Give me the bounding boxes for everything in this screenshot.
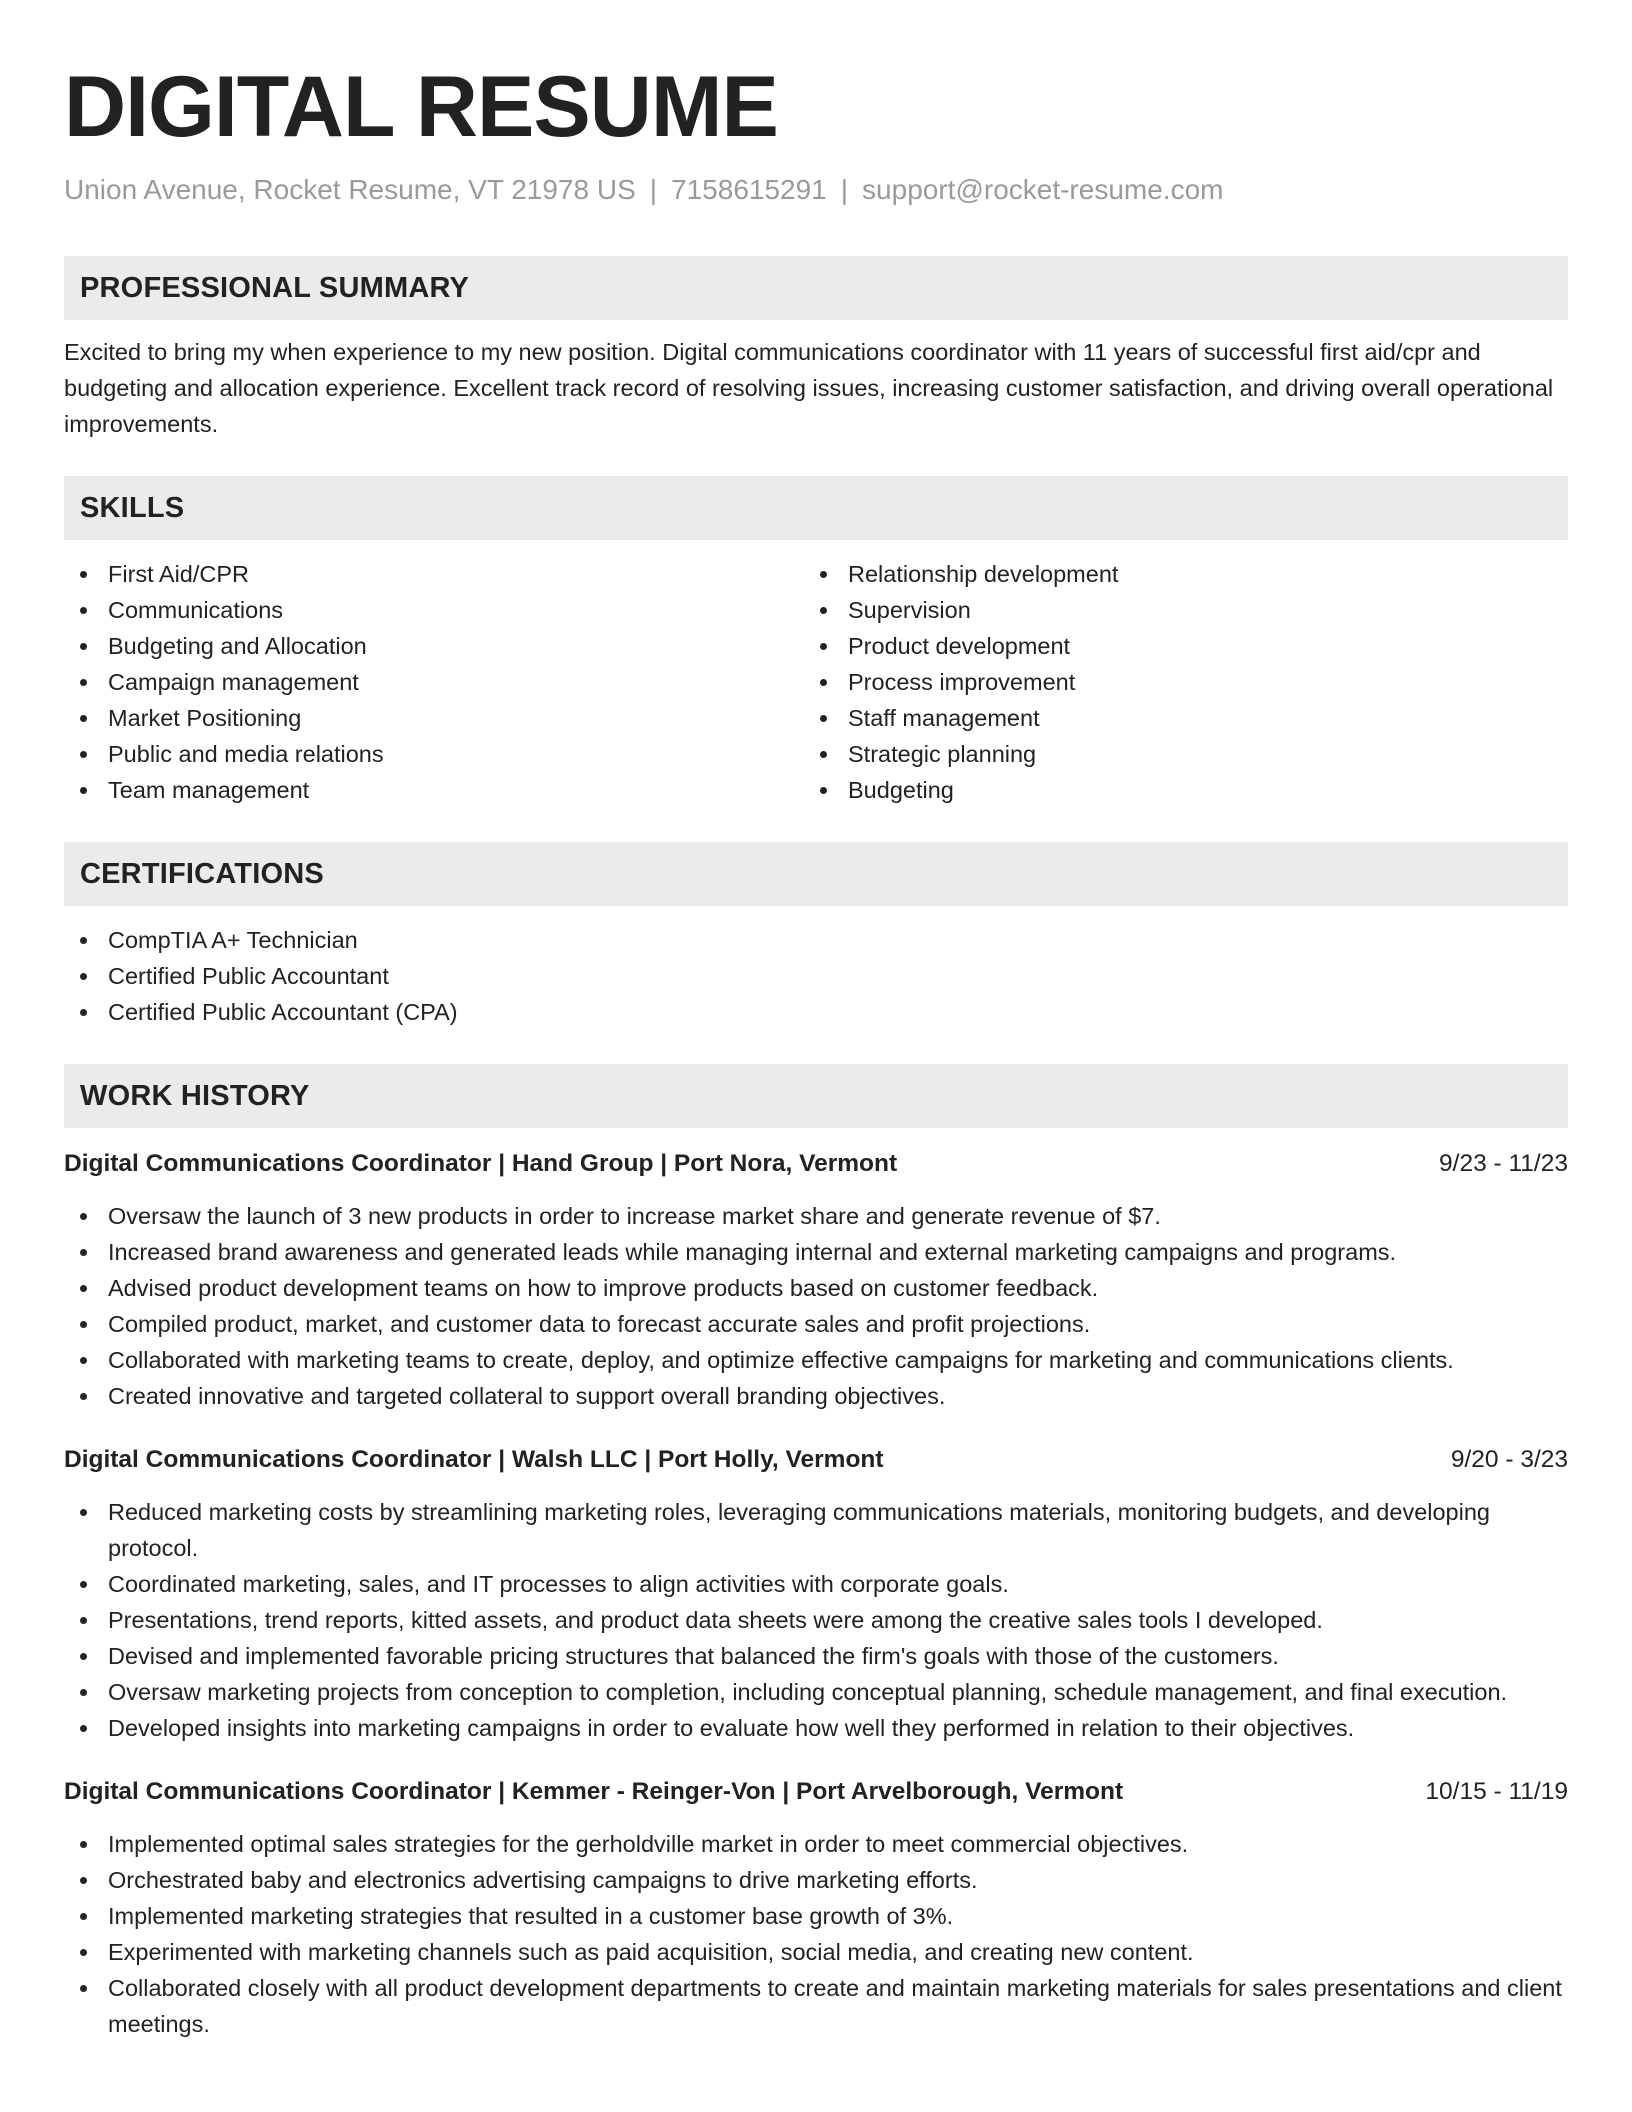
skill-item: Public and media relations <box>64 736 804 772</box>
skill-item: Market Positioning <box>64 700 804 736</box>
skills-heading: SKILLS <box>64 476 1568 540</box>
job-dates: 9/20 - 3/23 <box>1450 1446 1568 1473</box>
job-header <box>64 1146 1568 1182</box>
job-bullet: Devised and implemented favorable pricing structures that balanced the firm's goals with those of the customers. <box>64 1638 1568 1674</box>
resume-name: DIGITAL RESUME <box>64 59 778 155</box>
work-history-heading: WORK HISTORY <box>64 1064 1568 1128</box>
contact-phone: 7158615291 <box>671 174 827 205</box>
skill-item: Budgeting <box>804 772 1544 808</box>
contact-address: Union Avenue, Rocket Resume, VT 21978 US <box>64 174 636 205</box>
job-bullet: Created innovative and targeted collateral to support overall branding objectives. <box>64 1378 1568 1414</box>
job-entry <box>64 1442 1568 1746</box>
skill-item: Strategic planning <box>804 736 1544 772</box>
job-bullet: Collaborated with marketing teams to create, deploy, and optimize effective campaigns for marketing and communications clients. <box>64 1342 1568 1378</box>
job-bullet: Implemented marketing strategies that resulted in a customer base growth of 3%. <box>64 1898 1568 1934</box>
job-bullet: Oversaw the launch of 3 new products in order to increase market share and generate revenue of $7. <box>64 1198 1568 1234</box>
skill-item: Communications <box>64 592 804 628</box>
job-bullets <box>64 1198 1568 1414</box>
job-bullet: Coordinated marketing, sales, and IT processes to align activities with corporate goals. <box>64 1566 1568 1602</box>
skill-item: Product development <box>804 628 1544 664</box>
job-bullet: Collaborated closely with all product development departments to create and maintain marketing materials for sales presentations and client meetings. <box>64 1970 1568 2042</box>
contact-separator: | <box>840 174 849 205</box>
job-bullet: Advised product development teams on how to improve products based on customer feedback. <box>64 1270 1568 1306</box>
certification-item: Certified Public Accountant <box>64 958 1568 994</box>
skill-item: Relationship development <box>804 556 1544 592</box>
job-bullet: Implemented optimal sales strategies for the gerholdville market in order to meet commercial objectives. <box>64 1826 1568 1862</box>
summary-text: Excited to bring my when experience to my new position. Digital communications coordinator with 11 years of successful first aid/cpr and budgeting and allocation experience. Excellent track record of resolving issues, increasing customer satisfaction, and driving overall operational improvements. <box>64 339 1554 437</box>
skill-item: First Aid/CPR <box>64 556 804 592</box>
job-bullet: Increased brand awareness and generated leads while managing internal and external marketing campaigns and programs. <box>64 1234 1568 1270</box>
job-bullets <box>64 1826 1568 2042</box>
job-bullet: Developed insights into marketing campaigns in order to evaluate how well they performed in relation to their objectives. <box>64 1710 1568 1746</box>
job-dates: 9/23 - 11/23 <box>1439 1150 1568 1177</box>
job-bullet: Oversaw marketing projects from conception to completion, including conceptual planning, schedule management, and final execution. <box>64 1674 1568 1710</box>
skill-item: Budgeting and Allocation <box>64 628 804 664</box>
contact-line <box>64 172 1568 208</box>
job-header <box>64 1774 1568 1810</box>
skills-list-left <box>64 556 804 808</box>
skills-grid <box>64 556 1568 808</box>
job-bullet: Compiled product, market, and customer data to forecast accurate sales and profit projections. <box>64 1306 1568 1342</box>
skill-item: Supervision <box>804 592 1544 628</box>
skill-item: Campaign management <box>64 664 804 700</box>
job-title: Digital Communications Coordinator | Kemmer - Reinger-Von | Port Arvelborough, Vermont <box>64 1778 1124 1805</box>
summary-heading: PROFESSIONAL SUMMARY <box>64 256 1568 320</box>
contact-separator: | <box>649 174 658 205</box>
job-dates: 10/15 - 11/19 <box>1425 1778 1568 1805</box>
job-title: Digital Communications Coordinator | Walsh LLC | Port Holly, Vermont <box>64 1446 884 1473</box>
job-header <box>64 1442 1568 1478</box>
job-title: Digital Communications Coordinator | Hand Group | Port Nora, Vermont <box>64 1150 898 1177</box>
job-bullets <box>64 1494 1568 1746</box>
skill-item: Process improvement <box>804 664 1544 700</box>
contact-email: support@rocket-resume.com <box>862 174 1224 205</box>
certifications-heading: CERTIFICATIONS <box>64 842 1568 906</box>
job-entry <box>64 1146 1568 1414</box>
job-bullet: Reduced marketing costs by streamlining marketing roles, leveraging communications materials, monitoring budgets, and developing protocol. <box>64 1494 1568 1566</box>
job-bullet: Experimented with marketing channels such as paid acquisition, social media, and creating new content. <box>64 1934 1568 1970</box>
certification-item: Certified Public Accountant (CPA) <box>64 994 1568 1030</box>
certification-item: CompTIA A+ Technician <box>64 922 1568 958</box>
certifications-list <box>64 922 1568 1030</box>
job-bullet: Orchestrated baby and electronics advertising campaigns to drive marketing efforts. <box>64 1862 1568 1898</box>
skill-item: Staff management <box>804 700 1544 736</box>
job-bullet: Presentations, trend reports, kitted assets, and product data sheets were among the creative sales tools I developed. <box>64 1602 1568 1638</box>
job-entry <box>64 1774 1568 2042</box>
skill-item: Team management <box>64 772 804 808</box>
skills-list-right <box>804 556 1544 808</box>
